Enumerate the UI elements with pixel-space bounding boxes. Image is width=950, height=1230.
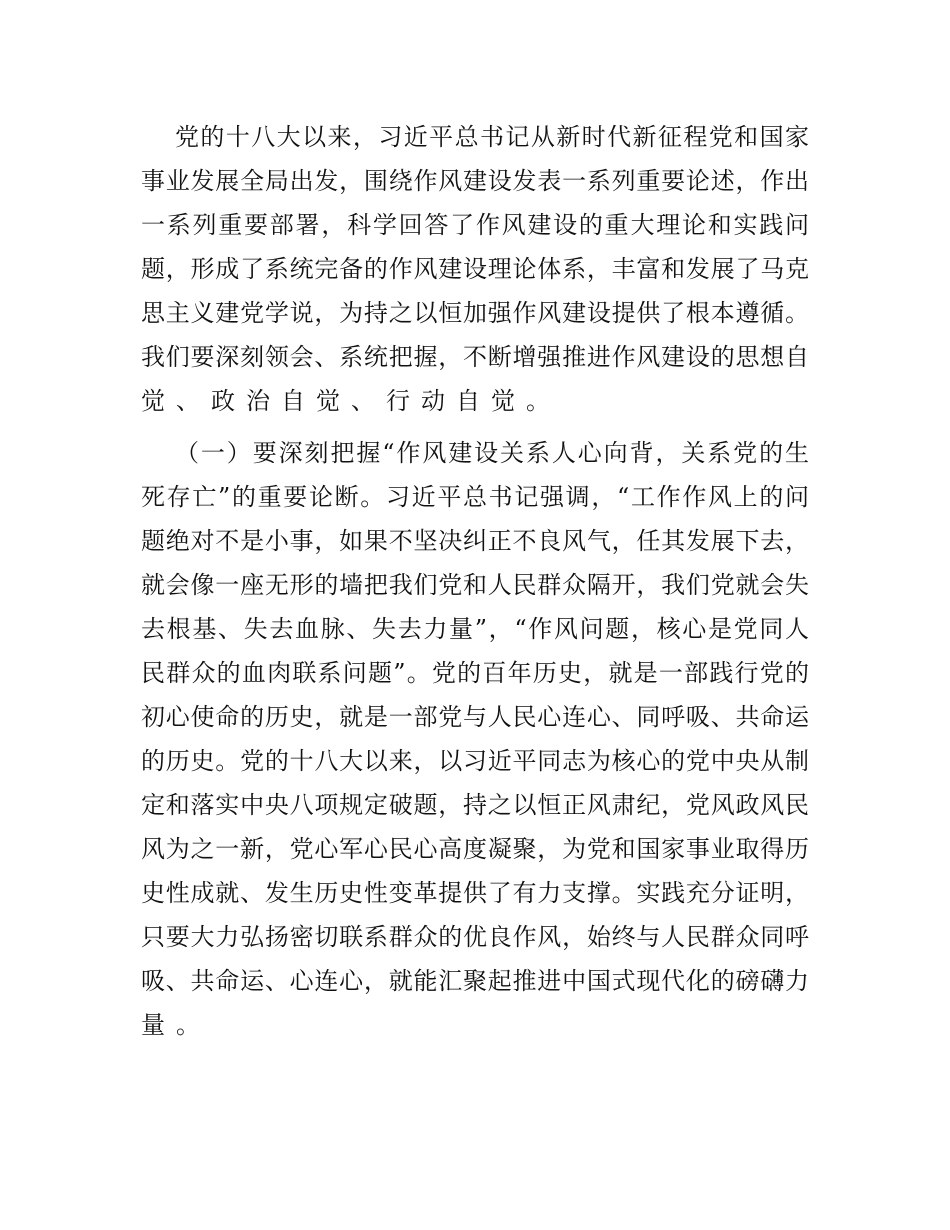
text-line: 量。 xyxy=(141,1011,211,1039)
text-line: 只要大力弘扬密切联系群众的优良作风，始终与人民群众同呼 xyxy=(141,923,809,951)
text-line: 风为之一新，党心军心民心高度凝聚，为党和国家事业取得历 xyxy=(141,835,809,863)
text-line: 的历史。党的十八大以来，以习近平同志为核心的党中央从制 xyxy=(141,747,809,775)
text-line: 去根基、失去血脉、失去力量”，“作风问题，核心是党同人 xyxy=(141,615,809,643)
paragraph-intro xyxy=(141,115,809,423)
text-line: 初心使命的历史，就是一部党与人民心连心、同呼吸、共命运 xyxy=(141,703,809,731)
text-line: 一系列重要部署，科学回答了作风建设的重大理论和实践问 xyxy=(141,211,809,239)
text-line: 就会像一座无形的墙把我们党和人民群众隔开，我们党就会失 xyxy=(141,571,809,599)
text-line: 题，形成了系统完备的作风建设理论体系，丰富和发展了马克 xyxy=(141,255,809,283)
text-line: 题绝对不是小事，如果不坚决纠正不良风气，任其发展下去， xyxy=(141,527,809,555)
text-line: 事业发展全局出发，围绕作风建设发表一系列重要论述，作出 xyxy=(141,167,809,195)
text-line: 死存亡”的重要论断。习近平总书记强调，“工作作风上的问 xyxy=(141,483,809,511)
text-line: 民群众的血肉联系问题”。党的百年历史，就是一部践行党的 xyxy=(141,659,809,687)
text-line: 吸、共命运、心连心，就能汇聚起推进中国式现代化的磅礴力 xyxy=(141,967,809,995)
document-page xyxy=(141,115,809,1055)
section-heading-line: （一）要深刻把握“作风建设关系人心向背，关系党的生 xyxy=(175,439,809,467)
text-line: 思主义建党学说，为持之以恒加强作风建设提供了根本遵循。 xyxy=(141,299,809,327)
text-line: 我们要深刻领会、系统把握，不断增强推进作风建设的思想自 xyxy=(141,343,809,371)
text-line: 党的十八大以来，习近平总书记从新时代新征程党和国家 xyxy=(175,123,809,151)
text-line: 定和落实中央八项规定破题，持之以恒正风肃纪，党风政风民 xyxy=(141,791,809,819)
text-line: 史性成就、发生历史性变革提供了有力支撑。实践充分证明， xyxy=(141,879,809,907)
text-line: 觉、政治自觉、行动自觉。 xyxy=(141,387,561,415)
paragraph-section-1 xyxy=(141,431,809,1047)
